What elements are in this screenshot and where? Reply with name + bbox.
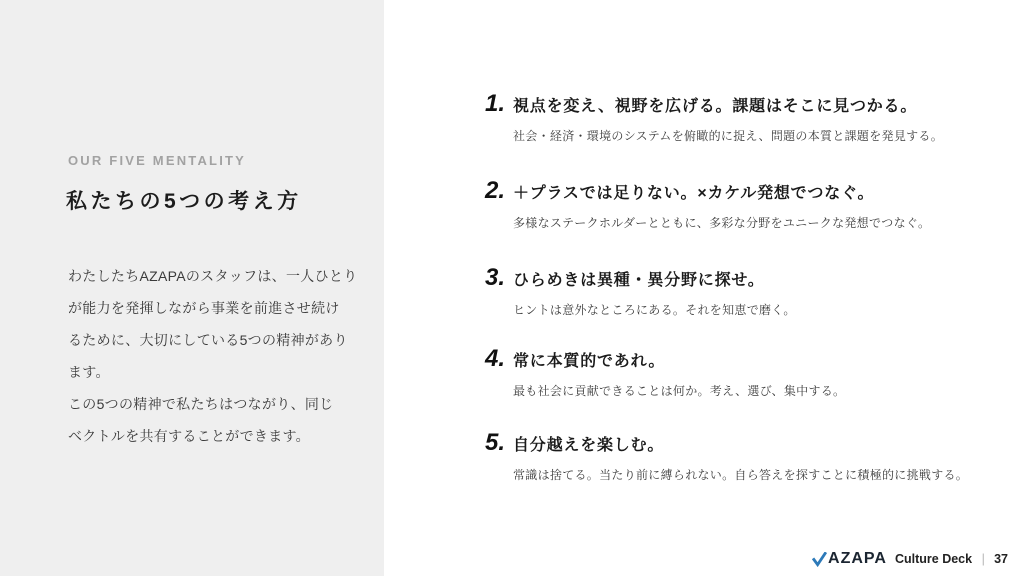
intro-line: ます。 <box>68 364 110 380</box>
item-title: ＋プラスでは足りない。×カケル発想でつなぐ。 <box>513 185 875 202</box>
intro-paragraph <box>68 260 373 452</box>
left-panel <box>0 0 384 576</box>
mentality-item-head <box>485 177 930 205</box>
item-number: 2. <box>485 177 506 204</box>
intro-line: るために、大切にしている5つの精神があり <box>68 332 348 348</box>
section-eyebrow: OUR FIVE MENTALITY <box>68 153 247 168</box>
intro-line: ベクトルを共有することができます。 <box>68 428 310 444</box>
mentality-item-1 <box>485 90 943 144</box>
item-title: ひらめきは異種・異分野に探せ。 <box>513 272 765 289</box>
deck-name: Culture Deck <box>894 552 973 566</box>
item-description: 常識は捨てる。当たり前に縛られない。自ら答えを探すことに積極的に挑戦する。 <box>513 468 969 482</box>
item-description: 最も社会に貢献できることは何か。考え、選び、集中する。 <box>513 384 846 398</box>
page-number: 37 <box>994 552 1008 566</box>
item-number: 1. <box>485 90 506 117</box>
azapa-logo <box>812 550 887 568</box>
item-number: 5. <box>485 429 506 456</box>
checkmark-icon <box>812 552 827 567</box>
item-title: 自分越えを楽しむ。 <box>513 437 665 454</box>
intro-line: が能力を発揮しながら事業を前進させ続け <box>68 300 340 316</box>
page-separator: ｜ <box>977 552 990 567</box>
logo-text: AZAPA <box>828 550 887 567</box>
item-description: 社会・経済・環境のシステムを俯瞰的に捉え、問題の本質と課題を発見する。 <box>513 129 944 143</box>
mentality-item-head <box>485 264 796 292</box>
intro-line: この5つの精神で私たちはつながり、同じ <box>68 396 334 412</box>
mentality-item-3 <box>485 264 796 318</box>
footer <box>812 550 1008 568</box>
item-title: 常に本質的であれ。 <box>513 353 666 370</box>
mentality-item-4 <box>485 345 845 399</box>
mentality-item-2 <box>485 177 930 231</box>
item-number: 4. <box>485 345 506 372</box>
item-number: 3. <box>485 264 506 291</box>
mentality-item-head <box>485 345 845 373</box>
mentality-item-5 <box>485 429 968 483</box>
item-description: ヒントは意外なところにある。それを知恵で磨く。 <box>513 303 796 317</box>
item-description: 多様なステークホルダーとともに、多彩な分野をユニークな発想でつなぐ。 <box>513 216 931 230</box>
page-title: 私たちの5つの考え方 <box>66 190 302 213</box>
mentality-item-head <box>485 90 943 118</box>
intro-line: わたしたちAZAPAのスタッフは、一人ひとり <box>68 268 358 284</box>
mentality-item-head <box>485 429 968 457</box>
item-title: 視点を変え、視野を広げる。課題はそこに見つかる。 <box>513 98 918 115</box>
